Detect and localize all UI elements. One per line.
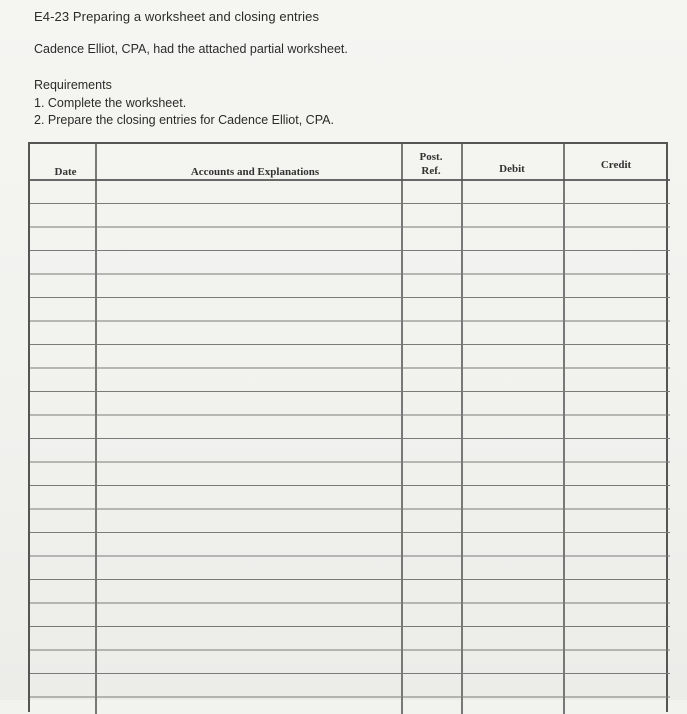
post-ref-line1: Post. <box>419 151 443 163</box>
requirements-title: Requirements <box>34 78 112 92</box>
post-ref-column-header <box>403 150 459 178</box>
date-column-header: Date <box>54 166 77 178</box>
exercise-title: E4-23 Preparing a worksheet and closing entries <box>34 9 320 24</box>
requirements-list <box>34 95 334 129</box>
accounts-column-header: Accounts and Explanations <box>190 166 320 178</box>
post-ref-line2: Ref. <box>421 165 441 177</box>
journal-grid <box>30 144 670 714</box>
exercise-intro: Cadence Elliot, CPA, had the attached partial worksheet. <box>34 42 348 56</box>
journal-table <box>28 142 668 712</box>
requirement-item: 1. Complete the worksheet. <box>34 96 187 110</box>
credit-column-header: Credit <box>600 159 632 171</box>
requirement-item: 2. Prepare the closing entries for Cadence Elliot, CPA. <box>34 113 334 127</box>
debit-column-header: Debit <box>499 163 525 175</box>
